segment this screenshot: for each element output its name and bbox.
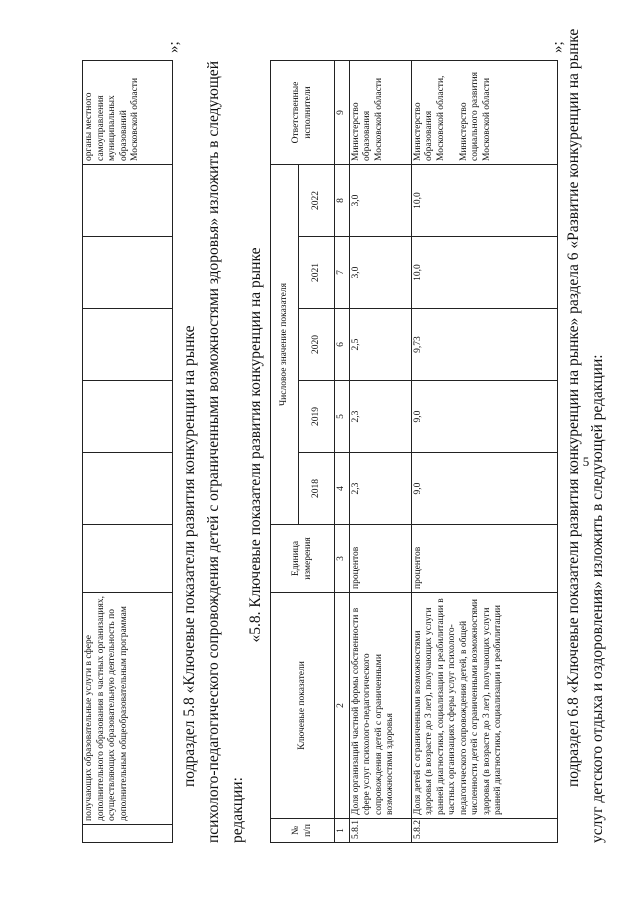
- paragraph-5-8-line1: подраздел 5.8 «Ключевые показатели развития конкуренции на рынке: [181, 325, 198, 787]
- table-row: [411, 61, 557, 843]
- top-table-cell: [83, 525, 173, 593]
- index-cell: 1: [335, 819, 350, 843]
- row-value: 2,3: [349, 381, 411, 453]
- paragraph-6-8-line1: подраздел 6.8 «Ключевые показатели развития конкуренции на рынке» раздела 6 «Развитие конкуренции на рынке: [565, 28, 582, 787]
- top-table-fragment: [82, 60, 173, 843]
- row-indicator: Доля детей с ограниченными возможностями здоровья (в возрасте до 3 лет), получающих услуги ранней диагностики, социализации и реабилитации в частных организациях сферы услуг психолого-педагогического сопровождения детей, в общей численности детей с ограниченными возможностями здоровья (в возрасте до 3 лет), получающих услуги ранней диагностики, социализации и реабилитации: [411, 593, 557, 819]
- row-unit: процентов: [349, 525, 411, 593]
- row-executors: Министерство образования Московской области, Министерство социального развития Московской области: [411, 61, 557, 165]
- top-table-cell: [83, 237, 173, 309]
- top-table-cell: [83, 381, 173, 453]
- paragraph-5-8-line2: психолого-педагогического сопровождения детей с ограниченными возможностями здоровья» изложить в следующей: [205, 61, 222, 843]
- header-year: 2020: [299, 309, 335, 381]
- row-executors: Министерство образования Московской области: [349, 61, 411, 165]
- row-value: 3,0: [349, 237, 411, 309]
- header-indicator: Ключевые показатели: [271, 593, 335, 819]
- index-cell: 5: [335, 381, 350, 453]
- header-year: 2021: [299, 237, 335, 309]
- row-value: 9,0: [411, 453, 557, 525]
- row-indicator: Доля организаций частной формы собственности в сфере услуг психолого-педагогического сопровождения детей с ограниченными возможностями здоровья: [349, 593, 411, 819]
- index-cell: 4: [335, 453, 350, 525]
- row-value: 9,0: [411, 381, 557, 453]
- top-table-cell: [83, 165, 173, 237]
- paragraph-6-8-line2: услуг детского отдыха и оздоровления» изложить в следующей редакции:: [589, 354, 606, 843]
- top-table-indicator-cell: получающих образовательные услуги в сфере дополнительного образования в частных организациях, осуществляющих образовательную деятельность по дополнительным общеобразовательным программам: [83, 593, 173, 825]
- row-value: 2,5: [349, 309, 411, 381]
- row-unit: процентов: [411, 525, 557, 593]
- row-value: 10,0: [411, 237, 557, 309]
- row-value: 9,73: [411, 309, 557, 381]
- section-title: «5.8. Ключевые показатели развития конкуренции на рынке: [247, 247, 264, 643]
- row-num: 5.8.2: [411, 819, 557, 843]
- index-cell: 9: [335, 61, 350, 165]
- header-year: 2022: [299, 165, 335, 237]
- top-table-cell: [83, 453, 173, 525]
- top-table-cell: [83, 309, 173, 381]
- indicators-table: [270, 60, 558, 843]
- index-cell: 3: [335, 525, 350, 593]
- index-cell: 7: [335, 237, 350, 309]
- row-value: 3,0: [349, 165, 411, 237]
- index-cell: 2: [335, 593, 350, 819]
- row-value: 10,0: [411, 165, 557, 237]
- row-num: 5.8.1: [349, 819, 411, 843]
- index-cell: 6: [335, 309, 350, 381]
- index-cell: 8: [335, 165, 350, 237]
- paragraph-5-8-line3: редакции:: [229, 777, 246, 843]
- header-executors: Ответственные исполнители: [271, 61, 335, 165]
- header-num: № п/п: [271, 819, 335, 843]
- header-year: 2018: [299, 453, 335, 525]
- header-values-group: Числовое значение показателя: [271, 165, 299, 525]
- top-table-executor-cell: органы местного самоуправления муниципальных образований Московской области: [83, 61, 173, 165]
- top-table-cell: [83, 825, 173, 843]
- table-row: [349, 61, 411, 843]
- row-value: 2,3: [349, 453, 411, 525]
- header-year: 2019: [299, 381, 335, 453]
- table-closing: »;: [550, 41, 566, 53]
- header-unit: Единица измерения: [271, 525, 335, 593]
- top-table-closing: »;: [166, 41, 182, 53]
- page-number: 5: [582, 453, 590, 469]
